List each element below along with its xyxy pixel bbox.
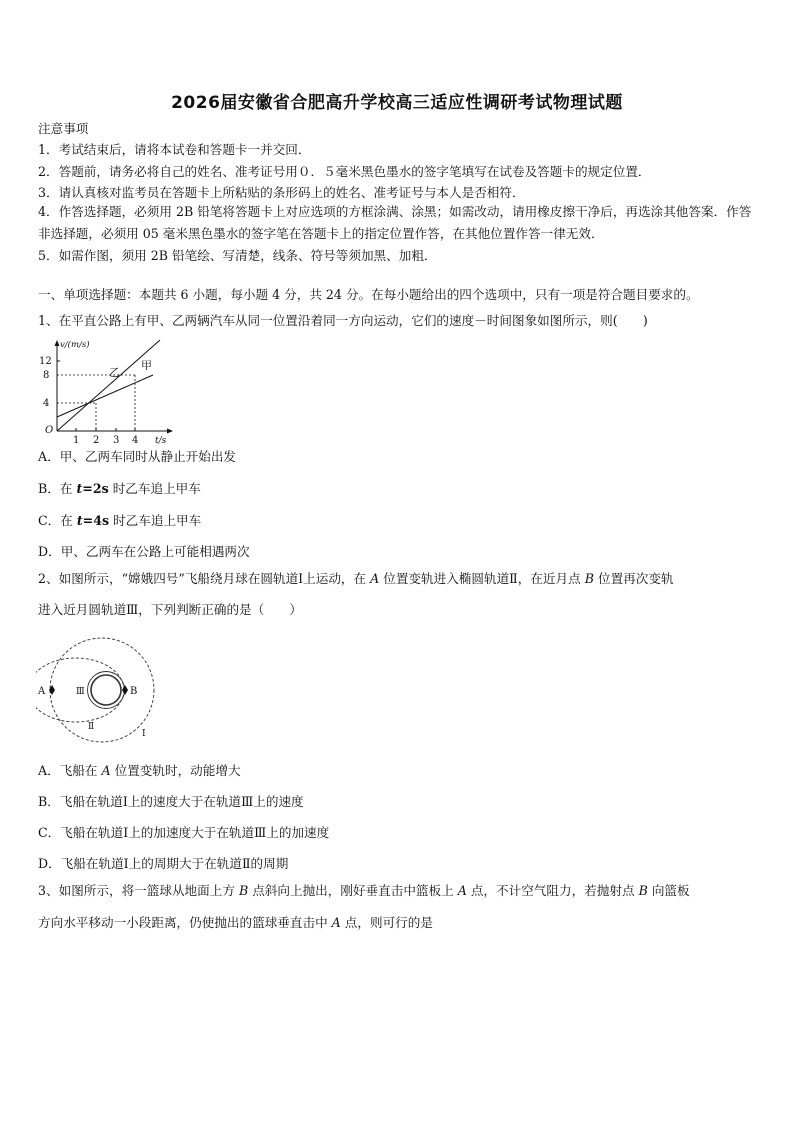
q1-option-c: C．在 t=4s 时乙车追上甲车 — [38, 513, 202, 528]
q1-option-a: A．甲、乙两车同时从静止开始出发 — [38, 449, 237, 464]
orbit-III — [88, 672, 125, 709]
graph-origin: O — [45, 425, 54, 436]
label-jia: 甲 — [141, 359, 152, 372]
q1-option-d: D．甲、乙两车在公路上可能相遇两次 — [38, 544, 250, 559]
q3-stem-line1: 3、如图所示，将一篮球从地面上方 B 点斜向上抛出，刚好垂直击中篮板上 A 点，不计空气阻力，若抛射点 B 向篮板 — [38, 883, 690, 898]
notice-item-2: 2．答题前，请务必将自己的姓名、准考证号用０．５毫米黑色墨水的签字笔填写在试卷及答题卡的规定位置． — [38, 164, 651, 179]
notice-item-5: 5．如需作图，须用 2B 铅笔绘、写清楚，线条、符号等须加黑、加粗． — [38, 248, 437, 263]
q2-stem-line2: 进入近月圆轨道Ⅲ，下列判断正确的是（ ） — [38, 602, 303, 617]
label-B: B — [130, 686, 138, 697]
label-A: A — [38, 686, 46, 697]
graph-xtick-3: 3 — [113, 435, 120, 445]
q1-stem: 1、在平直公路上有甲、乙两辆汽车从同一位置沿着同一方向运动，它们的速度－时间图象如图所示，则( ) — [38, 313, 648, 328]
notice-item-4: 4．作答选择题，必须用 2B 铅笔将答题卡上对应选项的方框涂满、涂黑；如需改动，请用橡皮擦干净后，再选涂其他答案．作答非选择题，必须用 05 毫米黑色墨水的签字笔在答题卡上的指定位置作答，在其他位置作答一律无效． — [38, 204, 752, 241]
point-B-marker — [122, 685, 128, 695]
notice-item-3: 3．请认真核对监考员在答题卡上所粘贴的条形码上的姓名、准考证号与本人是否相符． — [38, 185, 525, 200]
label-III: Ⅲ — [76, 687, 85, 697]
q2-option-a: A．飞船在 A 位置变轨时，动能增大 — [38, 763, 241, 778]
moon — [91, 675, 121, 705]
label-II: Ⅱ — [88, 722, 95, 732]
graph-ytick-12: 12 — [39, 356, 52, 367]
orbit-I — [50, 638, 154, 742]
graph-xtick-4: 4 — [132, 435, 139, 445]
line-yi — [57, 375, 153, 417]
graph-ytick-8: 8 — [43, 370, 50, 381]
graph-xlabel: t/s — [155, 436, 167, 445]
graph-xtick-2: 2 — [93, 435, 100, 445]
q2-orbit-diagram — [36, 636, 166, 748]
q2-option-d: D．飞船在轨道Ⅰ上的周期大于在轨道Ⅱ的周期 — [38, 856, 289, 871]
x-axis-arrow — [167, 429, 173, 434]
y-axis-arrow — [55, 340, 60, 346]
graph-ylabel: v/(m/s) — [60, 340, 90, 350]
q2-option-b: B．飞船在轨道Ⅰ上的速度大于在轨道Ⅲ上的速度 — [38, 794, 304, 809]
q2-stem-line1: 2、如图所示，“嫦娥四号”飞船绕月球在圆轨道Ⅰ上运动，在 A 位置变轨进入椭圆轨道Ⅱ，在近月点 B 位置再次变轨 — [38, 571, 674, 586]
section-heading: 一、单项选择题：本题共 6 小题，每小题 4 分，共 24 分。在每小题给出的四个选项中，只有一项是符合题目要求的。 — [38, 287, 699, 302]
label-yi: 乙 — [109, 366, 120, 379]
notice-item-1: 1．考试结束后，请将本试卷和答题卡一并交回． — [38, 142, 311, 157]
page-title: 2026届安徽省合肥高升学校高三适应性调研考试物理试题 — [171, 93, 623, 113]
line-jia — [57, 340, 160, 431]
graph-ytick-4: 4 — [43, 398, 50, 409]
q2-option-c: C．飞船在轨道Ⅰ上的加速度大于在轨道Ⅲ上的加速度 — [38, 825, 330, 840]
q1-option-b: B．在 t=2s 时乙车追上甲车 — [38, 481, 201, 496]
q3-stem-line2: 方向水平移动一小段距离，仍使抛出的篮球垂直击中 A 点，则可行的是 — [38, 915, 433, 930]
q1-velocity-time-graph — [30, 335, 180, 445]
graph-xtick-1: 1 — [73, 435, 80, 445]
notice-heading: 注意事项 — [38, 121, 89, 136]
label-I: Ⅰ — [142, 729, 146, 739]
